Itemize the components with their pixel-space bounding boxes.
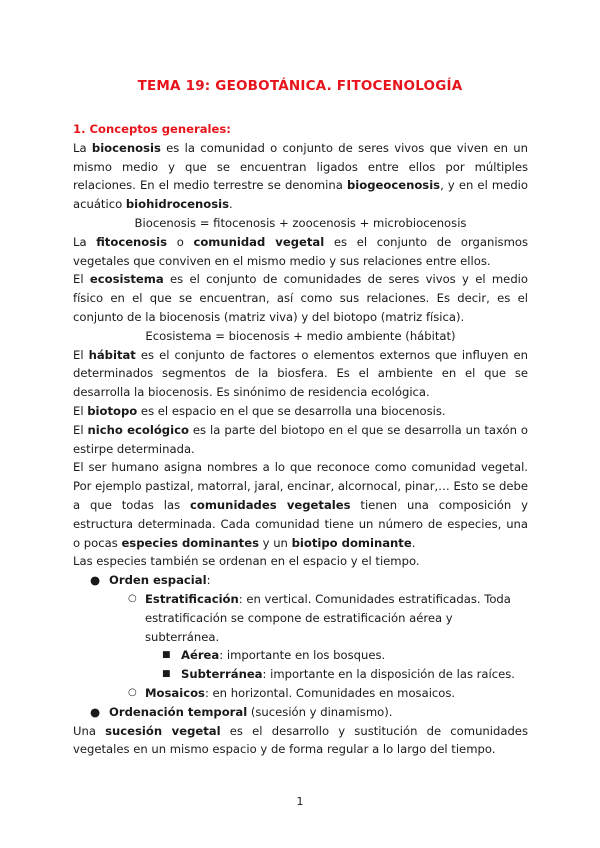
square-bullet-icon: ■ — [162, 650, 171, 661]
list-item-aerea: ■ Aérea: importante en los bosques. — [73, 646, 528, 665]
list-item-orden-temporal: ● Ordenación temporal (sucesión y dinamismo). — [73, 703, 528, 722]
page-number: 1 — [296, 795, 304, 808]
document-body — [73, 120, 528, 759]
list-item-mosaicos: ○ Mosaicos: en horizontal. Comunidades en mosaicos. — [73, 684, 528, 703]
bullet-icon: ● — [90, 704, 101, 719]
paragraph-biocenosis: La biocenosis es la comunidad o conjunto de seres vivos que viven en un mismo medio y que se encuentran ligados entre ellos por múltiples relaciones. En el medio terrestre se denomina biogeocenosis, y en el medio acuático biohidrocenosis. — [73, 140, 529, 212]
paragraph-comunidades: El ser humano asigna nombres a lo que reconoce como comunidad vegetal. Por ejemplo pastizal, matorral, jaral, encinar, alcornocal, pinar,… Esto se debe a que todas las comunidades vegetales tienen una composición y estructura determinada. Cada comunidad tiene un número de especies, una o pocas especies dominantes y un biotipo dominante. — [73, 460, 528, 550]
paragraph-nicho: El nicho ecológico es la parte del biotopo en el que se desarrolla un taxón o estirpe determinada. — [73, 422, 528, 456]
circle-bullet-icon: ○ — [128, 686, 137, 698]
ordering-list — [73, 571, 528, 721]
circle-bullet-icon: ○ — [128, 592, 137, 604]
list-item-estratificacion: ○ Estratificación: en vertical. Comunidades estratificadas. Toda estratificación se compone de estratificación aérea y subterránea. — [128, 591, 511, 644]
paragraph-sucesion: Una sucesión vegetal es el desarrollo y sustitución de comunidades vegetales en un mismo espacio y de forma regular a lo largo del tiempo. — [73, 723, 528, 757]
page-title: TEMA 19: GEOBOTÁNICA. FITOCENOLOGÍA — [137, 78, 463, 94]
paragraph-ecosistema: El ecosistema es el conjunto de comunidades de seres vivos y el medio físico en el que se encuentran, así como sus relaciones. Es decir, es el conjunto de la biocenosis (matriz viva) y del biotopo (matriz física). — [73, 272, 528, 324]
paragraph-ordenacion: Las especies también se ordenan en el espacio y el tiempo. — [73, 554, 420, 569]
formula-ecosistema: Ecosistema = biocenosis + medio ambiente (hábitat) — [145, 328, 456, 343]
formula-biocenosis: Biocenosis = fitocenosis + zoocenosis + microbiocenosis — [134, 215, 467, 230]
list-item-subterranea: ■ Subterránea: importante en la disposición de las raíces. — [73, 665, 528, 684]
paragraph-fitocenosis: La fitocenosis o comunidad vegetal es el conjunto de organismos vegetales que conviven en el mismo medio y sus relaciones entre ellos. — [73, 234, 529, 268]
square-bullet-icon: ■ — [162, 669, 171, 680]
paragraph-habitat: El hábitat es el conjunto de factores o elementos externos que influyen en determinados segmentos de la biosfera. Es el ambiente en el que se desarrolla la biocenosis. Es sinónimo de residencia ecológica. — [73, 347, 528, 400]
paragraph-biotopo: El biotopo es el espacio en el que se desarrolla una biocenosis. — [73, 403, 446, 418]
bullet-icon: ● — [90, 573, 101, 588]
list-item-orden-espacial: ● Orden espacial: — [73, 571, 528, 590]
section-heading: 1. Conceptos generales: — [73, 122, 231, 136]
